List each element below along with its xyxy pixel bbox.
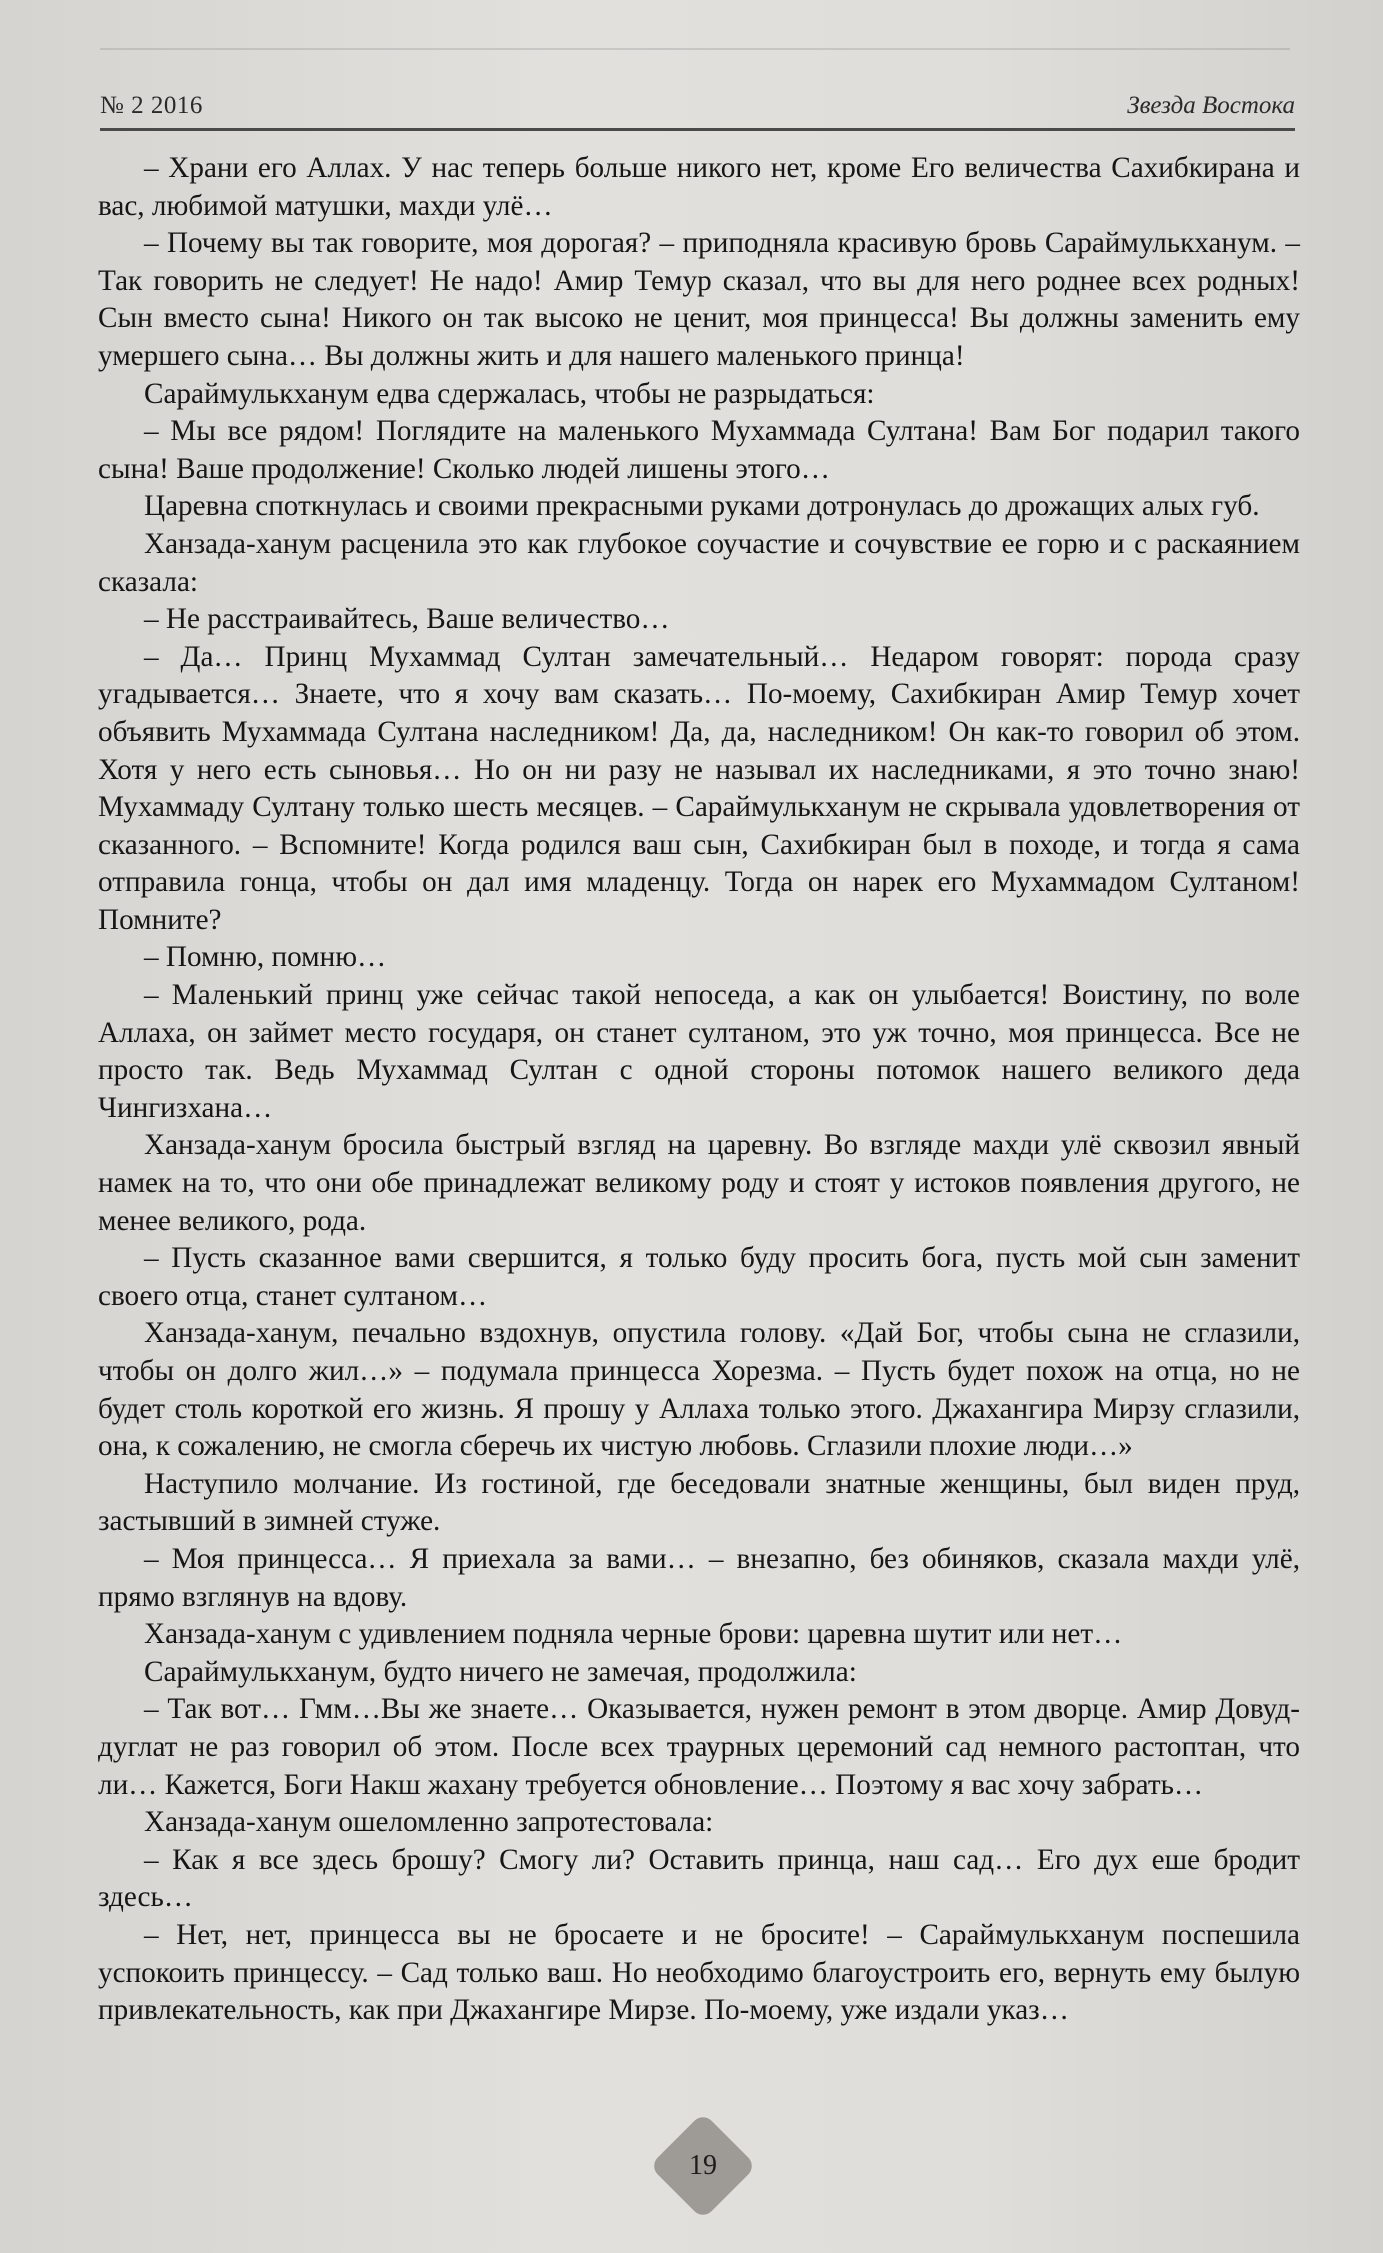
paragraph: Сараймулькханум, будто ничего не замечая, продолжила:: [144, 1655, 857, 1688]
paragraph: – Моя принцесса… Я приехала за вами… – внезапно, без обиняков, сказала махди улё, прямо взглянув на вдову.: [98, 1542, 1300, 1613]
journal-title: Звезда Востока: [1127, 92, 1295, 119]
paragraph: – Не расстраивайтесь, Ваше величество…: [144, 603, 670, 636]
paragraph: – Так вот… Гмм…Вы же знаете… Оказывается, нужен ремонт в этом дворце. Амир Довуд-дуглат не раз говорил об этом. После всех траурных церемоний сад немного растоптан, что ли… Кажется, Боги Накш жахану требуется обновление… Поэтому я вас хочу забрать…: [98, 1693, 1300, 1801]
paragraph: Царевна споткнулась и своими прекрасными руками дотронулась до дрожащих алых губ.: [144, 490, 1260, 523]
paragraph: Наступило молчание. Из гостиной, где беседовали знатные женщины, был виден пруд, застывший в зимней стуже.: [98, 1467, 1300, 1538]
paragraph: – Помню, помню…: [144, 941, 387, 974]
paragraph: – Да… Принц Мухаммад Султан замечательный… Недаром говорят: порода сразу угадывается… Знаете, что я хочу вам сказать… По-моему, Сахибкиран Амир Темур хочет объявить Мухаммада Султана наследником! Да, да, наследником! Он как-то говорил об этом. Хотя у него есть сыновья… Но он ни разу не называл их наследниками, я это точно знаю! Мухаммаду Султану только шесть месяцев. – Сараймулькханум не скрывала удовлетворения от сказанного. – Вспомните! Когда родился ваш сын, Сахибкиран был в походе, и тогда я сама отправила гонца, чтобы он дал имя младенцу. Тогда он нарек его Мухаммадом Султаном! Помните?: [98, 640, 1300, 936]
paragraph: – Нет, нет, принцесса вы не бросаете и не бросите! – Сараймулькханум поспешила успокоить принцессу. – Сад только ваш. Но необходимо благоустроить его, вернуть ему былую привлекательность, как при Джахангире Мирзе. По-моему, уже издали указ…: [98, 1918, 1300, 2027]
paragraph: Ханзада-ханум бросила быстрый взгляд на царевну. Во взгляде махди улё сквозил явный намек на то, что они обе принадлежат великому роду и стоят у истоков появления другого, не менее великого, рода.: [98, 1129, 1300, 1237]
paragraph: Ханзада-ханум, печально вздохнув, опустила голову. «Дай Бог, чтобы сына не сглазили, чтобы он долго жил…» – подумала принцесса Хорезма. – Пусть будет похож на отца, но не будет столь короткой его жизнь. Я прошу у Аллаха только этого. Джахангира Мирзу сглазили, она, к сожалению, не смогла сберечь их чистую любовь. Сглазили плохие люди…»: [98, 1317, 1300, 1463]
paragraph: Ханзада-ханум с удивлением подняла черные брови: царевна шутит или нет…: [144, 1618, 1123, 1651]
paragraph: – Пусть сказанное вами свершится, я только буду просить бога, пусть мой сын заменит своего отца, станет султаном…: [98, 1242, 1300, 1312]
page-header: [100, 82, 1295, 131]
paragraph: – Маленький принц уже сейчас такой непоседа, а как он улыбается! Воистину, по воле Аллаха, он займет место государя, он станет султаном, это уж точно, моя принцесса. Все не просто так. Ведь Мухаммад Султан с одной стороны потомок нашего великого деда Чингизхана…: [98, 979, 1300, 1124]
bleed-through-line: [100, 48, 1290, 50]
issue-number: № 2 2016: [100, 92, 203, 119]
paragraph: – Мы все рядом! Поглядите на маленького Мухаммада Султана! Вам Бог подарил такого сына! Ваше продолжение! Сколько людей лишены этого…: [98, 415, 1300, 485]
paragraph: – Храни его Аллах. У нас теперь больше никого нет, кроме Его величества Сахибкирана и вас, любимой матушки, махди улё…: [98, 152, 1300, 222]
paragraph: Ханзада-ханум ошеломленно запротестовала:: [144, 1806, 714, 1839]
paragraph: Ханзада-ханум расценила это как глубокое соучастие и сочувствие ее горю и с раскаянием сказала:: [98, 527, 1300, 598]
article-body: [98, 150, 1300, 2030]
paragraph: – Почему вы так говорите, моя дорогая? – приподняла красивую бровь Сараймулькханум. – Так говорить не следует! Не надо! Амир Темур сказал, что вы для него роднее всех родных! Сын вместо сына! Никого он так высоко не ценит, моя принцесса! Вы должны заменить ему умершего сына… Вы должны жить и для нашего маленького принца!: [98, 227, 1300, 372]
page-number: 19: [689, 2150, 717, 2181]
paragraph: – Как я все здесь брошу? Смогу ли? Оставить принца, наш сад… Его дух еше бродит здесь…: [98, 1843, 1300, 1914]
paragraph: Сараймулькханум едва сдержалась, чтобы не разрыдаться:: [144, 377, 875, 410]
